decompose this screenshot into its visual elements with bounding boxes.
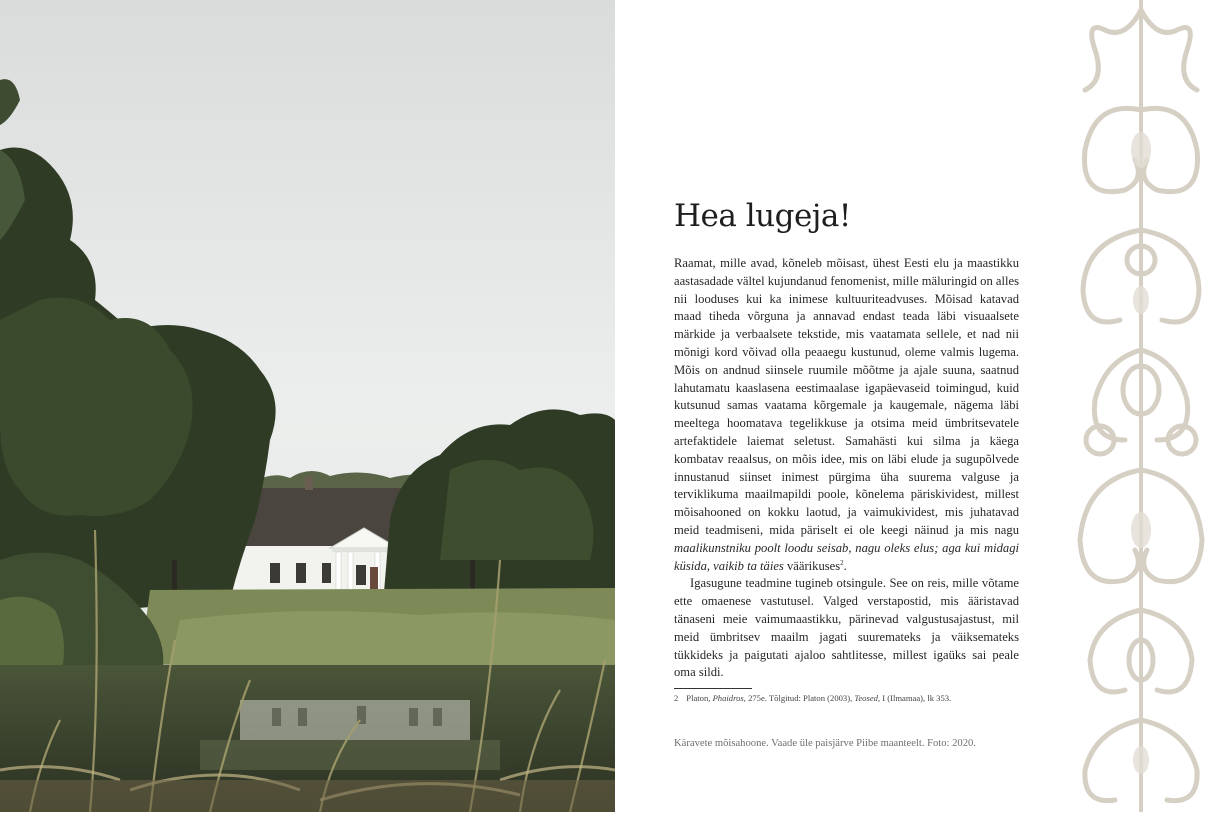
footnote-text-c: , I (Ilmamaa), lk 353. xyxy=(877,693,952,703)
ornament-illustration xyxy=(1065,0,1218,812)
footnote-text-b: , 275e. Tõlgitud: Platon (2003), xyxy=(743,693,855,703)
footnote xyxy=(674,692,1019,704)
footnote-text: Platon, xyxy=(686,693,713,703)
paragraph-1 xyxy=(674,255,1019,575)
footnote-marker[interactable]: 2 xyxy=(840,558,844,567)
page-heading: Hea lugeja! xyxy=(674,198,851,234)
paragraph-1-end: . xyxy=(843,558,847,573)
platon-quote: maalikunstniku poolt loodu seisab, nagu oleks elus; aga kui midagi küsida, vaikib ta täies xyxy=(674,540,1019,573)
photo-caption: Käravete mõisahoone. Vaade üle paisjärve Piibe maanteelt. Foto: 2020. xyxy=(674,738,976,749)
paragraph-1-tail: väärikuses xyxy=(783,558,841,573)
body-text xyxy=(674,255,1019,682)
footnote-title-teosed: Teosed xyxy=(854,693,878,703)
paragraph-1-text: Raamat, mille avad, kõneleb mõisast, ühest Eesti elu ja maastikku aastasadade vältel kujundanud fenomenist, mille mäluringid on alles nii looduses kui ka inimese kultuuriteadvuses. Mõisad katavad maad tiheda võrguna ja annavad endast teada läbi visuaalsete märkide ja verbaalsete tekstide, mis vaatamata sellele, et nad nii mõnigi kord võivad olla peaaegu kustunud, oleme valmis lugema. Mõis on andnud siinsele ruumile mõõtme ja ajale suuna, saatnud lahutamatu kaaslasena eestimaalase igapäevaseid toimingud, kuid kutsunud samas vaatama kõrgemale ja kaugemale, nägema läbi meeltega hoomatava tegelikkuse ja otsima meid ümbritsevatele artefaktidele laiemat seletust. Samahästi kui silma ja käega kombatav reaalsus, on mõis idee, mis on läbi elude ja sugupõlvede innustanud siinset inimest pürgima üha suurema valguse ja terviklikuma maailmapildi poole, kõnelema päriskividest, millest mõisahooned on kokku laotud, ja vaimukividest, mis juhatavad meid teadmiseni, mida päriselt ei ole keegi näinud ja mis nagu xyxy=(674,256,1019,537)
paragraph-2: Igasugune teadmine tugineb otsingule. See on reis, mille võtame ette omaenese vastutusel. Valged verstapostid, mis ääristavad tänaseni meie vaimumaastikku, pärinevad valgustusajastust, mil meid ümbritsev maailm jagati suuremateks ja väiksemateks tükkideks ja paigutati ajaloo sahtlitesse, millest igaüks sai peale oma sildi. xyxy=(674,576,1019,680)
ornament-border xyxy=(1065,0,1218,812)
footnote-title-phaidros: Phaidros xyxy=(712,693,744,703)
footnote-number: 2 xyxy=(674,693,679,703)
footnote-divider xyxy=(674,688,752,689)
